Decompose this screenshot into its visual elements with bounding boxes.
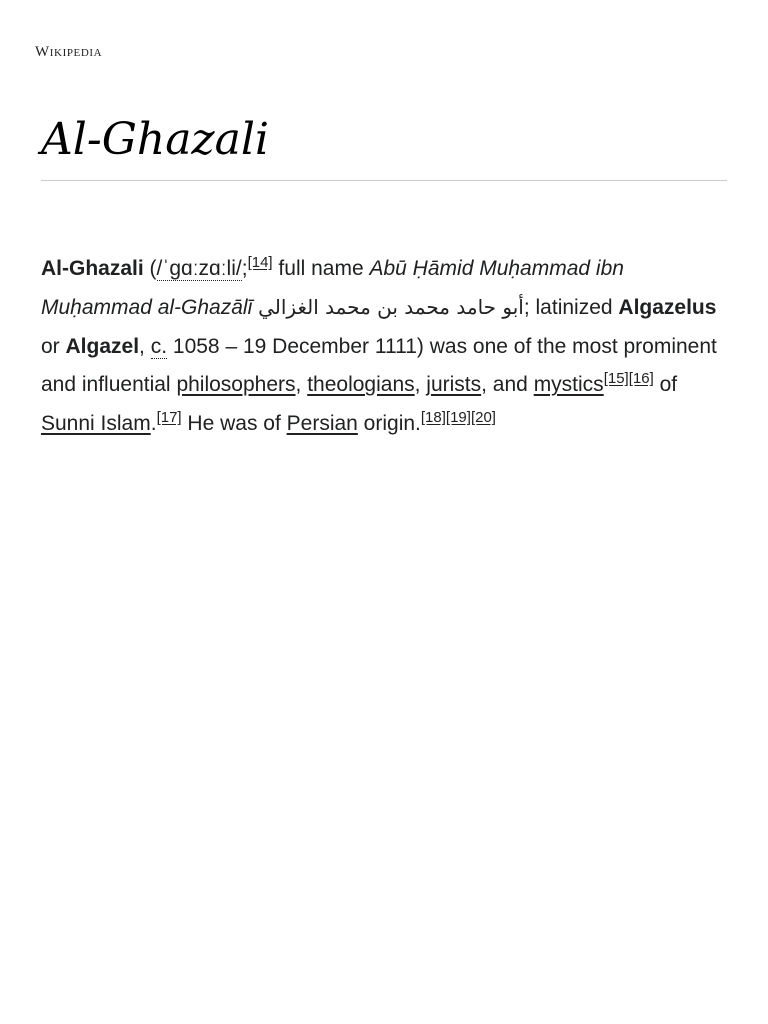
latin-name-algazel: Algazel: [65, 334, 140, 358]
citation-17-link[interactable]: [17]: [156, 408, 182, 426]
text-comma: ,: [414, 373, 427, 397]
citation-16[interactable]: [629, 370, 654, 387]
text-semicolon: ;: [241, 257, 248, 280]
text-and: , and: [481, 373, 534, 397]
text-latinized-prefix: ; latinized: [523, 296, 619, 320]
lead-paragraph: [41, 250, 731, 443]
article-subject-name: Al-Ghazali: [41, 257, 144, 280]
circa-abbreviation[interactable]: c.: [150, 334, 168, 358]
title-divider: [41, 180, 727, 181]
citation-14-link[interactable]: [14]: [247, 254, 273, 271]
citation-14[interactable]: [248, 254, 273, 271]
page-title: Al-Ghazali: [41, 114, 269, 165]
link-jurists[interactable]: jurists: [426, 373, 482, 397]
link-mystics[interactable]: mystics: [533, 373, 604, 397]
latin-name-algazelus: Algazelus: [618, 296, 717, 320]
text-dates-description: 1058 – 19 December 1111) was one of the most prominent and influential: [41, 334, 717, 397]
text-period: .: [150, 411, 157, 435]
text-comma: ,: [139, 334, 151, 358]
link-persian[interactable]: Persian: [286, 411, 358, 435]
citation-20[interactable]: [471, 409, 496, 426]
arabic-name: أبو حامد محمد بن محمد الغزالي: [258, 295, 524, 320]
link-sunni-islam[interactable]: Sunni Islam: [41, 411, 151, 435]
wikipedia-wordmark[interactable]: Wikipedia: [35, 44, 103, 60]
citation-20-link[interactable]: [20]: [470, 408, 496, 426]
full-name-transliteration: Abū Ḥāmid Muḥammad ibn Muḥammad al-Ghazālī: [41, 257, 624, 320]
citation-15[interactable]: [604, 370, 629, 387]
text-comma: ,: [295, 373, 308, 397]
text-origin: origin.: [357, 411, 421, 435]
text-or: or: [41, 334, 66, 358]
text-of: of: [653, 373, 678, 397]
citation-19[interactable]: [446, 409, 471, 426]
citation-17[interactable]: [157, 409, 182, 426]
citation-19-link[interactable]: [19]: [445, 408, 471, 426]
text-persian-prefix: He was of: [181, 411, 287, 435]
text-open-paren: (: [143, 257, 157, 280]
link-theologians[interactable]: theologians: [307, 373, 415, 397]
citation-16-link[interactable]: [16]: [628, 370, 654, 388]
link-philosophers[interactable]: philosophers: [176, 373, 296, 397]
citation-18[interactable]: [421, 409, 446, 426]
text-full-name-prefix: full name: [272, 257, 370, 280]
ipa-pronunciation-link[interactable]: /ˈɡɑːzɑːli/: [156, 257, 242, 280]
citation-18-link[interactable]: [18]: [420, 408, 446, 426]
citation-15-link[interactable]: [15]: [603, 370, 629, 388]
